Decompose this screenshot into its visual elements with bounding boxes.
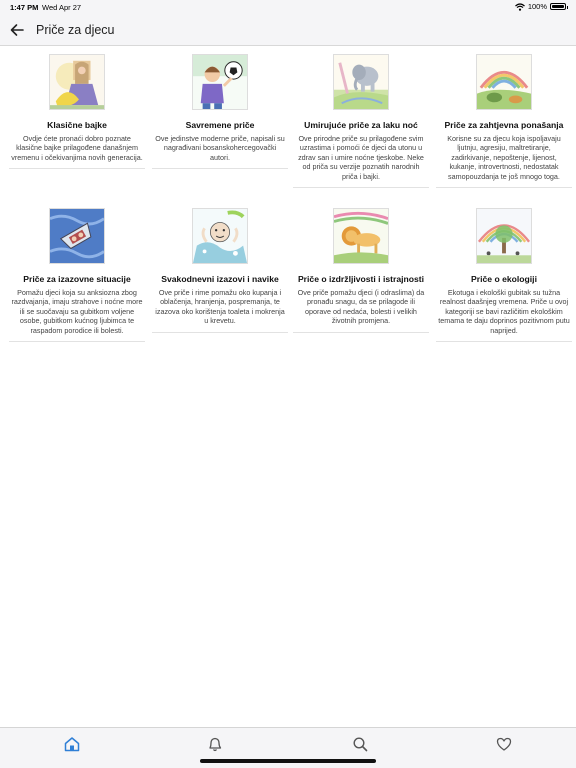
child-bathing-illustration — [192, 208, 248, 264]
category-card-modern-stories[interactable] — [152, 54, 288, 169]
battery-fill — [552, 5, 564, 8]
category-description: Ove prirodne priče su prilagođene svim uzrastima i pomoći će djeci da utonu u zdrav san i umire noćne tjeskobe. Neke od priča su verzije poznatih narodnih priča i bajki. — [298, 134, 424, 181]
category-title: Klasične bajke — [47, 120, 107, 130]
divider — [436, 341, 572, 342]
category-title: Savremene priče — [185, 120, 255, 130]
divider — [436, 187, 572, 188]
divider — [293, 332, 429, 333]
divider — [152, 332, 288, 333]
category-title: Priče o ekologiji — [471, 274, 537, 284]
category-description: Pomažu djeci koja su anksiozna zbog razdvajanja, imaju strahove i noćne more ili se suočavaju sa gubitkom voljene osobe, gubitkom kućnog ljubimca te raspadom porodice ili bolesti. — [11, 288, 143, 335]
boat-illustration — [49, 208, 105, 264]
category-title: Priče za izazovne situacije — [23, 274, 131, 284]
category-title: Umirujuće priče za laku noć — [304, 120, 418, 130]
status-right — [515, 2, 566, 11]
divider — [152, 168, 288, 169]
bell-icon[interactable] — [206, 735, 224, 753]
elephant-illustration — [333, 54, 389, 110]
navigation-bar — [0, 14, 576, 46]
category-card-demanding-behaviors[interactable] — [436, 54, 572, 188]
boy-with-ball-illustration — [192, 54, 248, 110]
category-card-ecology-stories[interactable] — [436, 208, 572, 342]
category-description: Ove jedinstve moderne priče, napisali su nagrađivani bosanskohercegovački autori. — [155, 134, 285, 162]
category-title: Priče za zahtjevna ponašanja — [444, 120, 564, 130]
status-bar — [0, 0, 576, 14]
rainbow-landscape-illustration — [476, 54, 532, 110]
divider — [293, 187, 429, 188]
category-description: Ove priče pomažu djeci (i odraslima) da pronađu snagu, da se prilagode ili oporave od nedaća, bolesti i velikih životnih promjena. — [297, 288, 425, 326]
tree-rainbow-illustration — [476, 208, 532, 264]
category-card-everyday-habits[interactable] — [152, 208, 288, 333]
category-description: Ekotuga i ekološki gubitak su tužna realnost daašnjeg vremena. Priče u ovoj kategoriji se bavi različitim ekološkim temama te daju doprinos pozitivnom putu naprijed. — [438, 288, 570, 335]
lion-illustration — [333, 208, 389, 264]
wifi-icon — [515, 3, 525, 11]
search-icon[interactable] — [351, 735, 369, 753]
category-description: Korisne su za djecu koja ispoljavaju ljutnju, agresiju, maltretiranje, zadirkivanje, nepoštenje, lijenost, kukanje, introvertnosti, nedostatak samopouzdanja te još mnogo toga. — [447, 134, 561, 181]
category-card-bedtime-stories[interactable] — [293, 54, 429, 188]
category-description: Ove priče i rime pomažu oko kupanja i oblačenja, hranjenja, pospremanja, te izazova oko korištenja toaleta i mokrenja u krevetu. — [155, 288, 285, 326]
divider — [9, 168, 145, 169]
divider — [9, 341, 145, 342]
heart-icon[interactable] — [495, 735, 513, 753]
category-title: Priče o izdržljivosti i istrajnosti — [297, 274, 425, 284]
category-title: Svakodnevni izazovi i navike — [161, 274, 279, 284]
battery-percent: 100% — [527, 2, 547, 11]
category-card-challenging-situations[interactable] — [9, 208, 145, 342]
home-icon[interactable] — [63, 735, 81, 753]
back-arrow-icon[interactable] — [8, 21, 26, 39]
home-indicator — [200, 759, 376, 763]
category-description: Ovdje ćete pronaći dobro poznate klasične bajke prilagođene današnjem vremenu i očekivanjima novih generacija. — [11, 134, 143, 162]
battery-icon — [550, 3, 566, 10]
category-card-classic-fairytales[interactable] — [9, 54, 145, 169]
category-card-resilience-stories[interactable] — [293, 208, 429, 333]
status-date: Wed Apr 27 — [42, 3, 82, 12]
princess-illustration — [49, 54, 105, 110]
status-time: 1:47 PM — [10, 3, 39, 12]
page-title: Priče za djecu — [36, 23, 115, 37]
